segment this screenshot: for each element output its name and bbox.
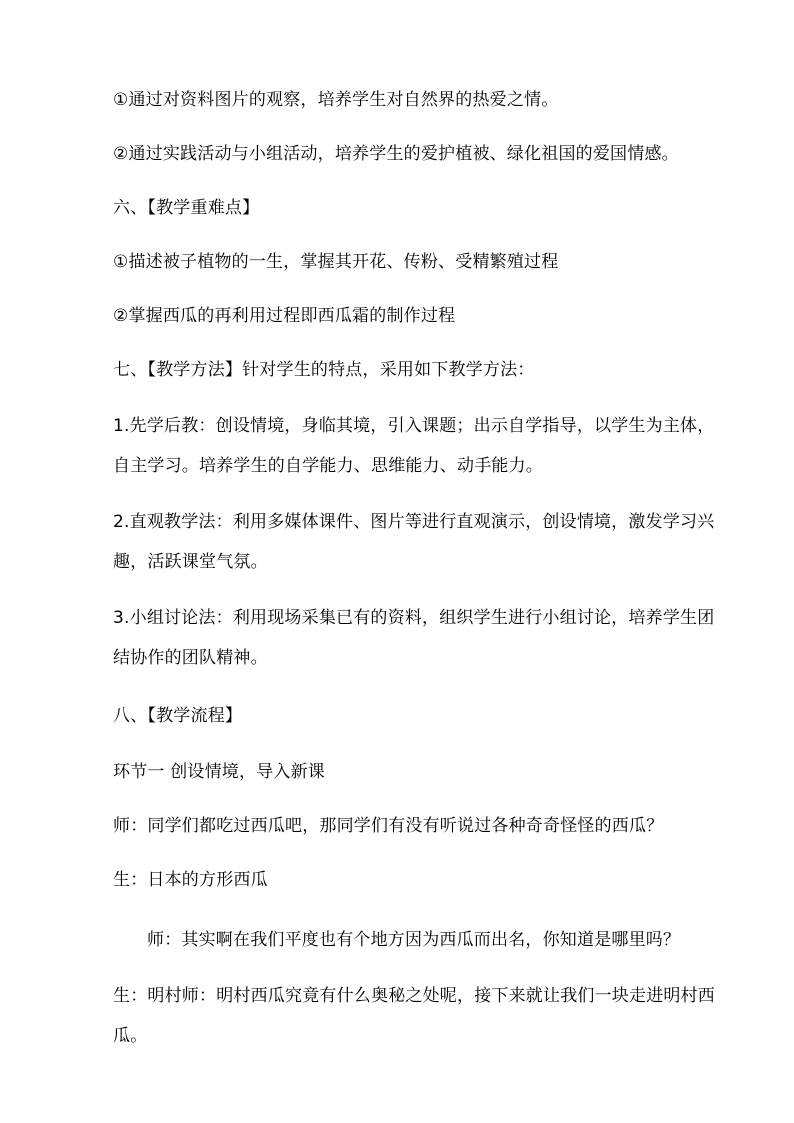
section-heading-key-points: 六、【教学重难点】 (113, 198, 260, 218)
key-point-1: ①描述被子植物的一生，掌握其开花、传粉、受精繁殖过程 (113, 252, 559, 272)
method-3: 3.小组讨论法：利用现场采集已有的资料，组织学生进行小组讨论，培养学生团结协作的团队精神。 (113, 608, 715, 668)
key-point-2: ②掌握西瓜的再利用过程即西瓜霜的制作过程 (113, 306, 456, 326)
process-step-1: 环节一 创设情境，导入新课 (113, 762, 326, 782)
dialogue-teacher-2: 师：其实啊在我们平度也有个地方因为西瓜而出名，你知道是哪里吗？ (147, 930, 681, 950)
goal-item-1: ①通过对资料图片的观察，培养学生对自然界的热爱之情。 (113, 90, 559, 110)
section-heading-teaching-methods: 七、【教学方法】针对学生的特点，采用如下教学方法： (113, 360, 535, 380)
dialogue-student-1: 生：日本的方形西瓜 (113, 870, 268, 890)
goal-item-2: ②通过实践活动与小组活动，培养学生的爱护植被、绿化祖国的爱国情感。 (113, 144, 679, 164)
dialogue-teacher-1: 师：同学们都吃过西瓜吧，那同学们有没有听说过各种奇奇怪怪的西瓜？ (113, 816, 664, 836)
section-heading-teaching-process: 八、【教学流程】 (113, 706, 243, 726)
method-1: 1.先学后教：创设情境，身临其境，引入课题；出示自学指导，以学生为主体，自主学习。培养学生的自学能力、思维能力、动手能力。 (113, 416, 715, 476)
dialogue-student-2: 生：明村师：明村西瓜究竟有什么奥秘之处呢，接下来就让我们一块走进明村西瓜。 (113, 986, 715, 1046)
method-2: 2.直观教学法：利用多媒体课件、图片等进行直观演示，创设情境，激发学习兴趣，活跃课堂气氛。 (113, 512, 715, 572)
